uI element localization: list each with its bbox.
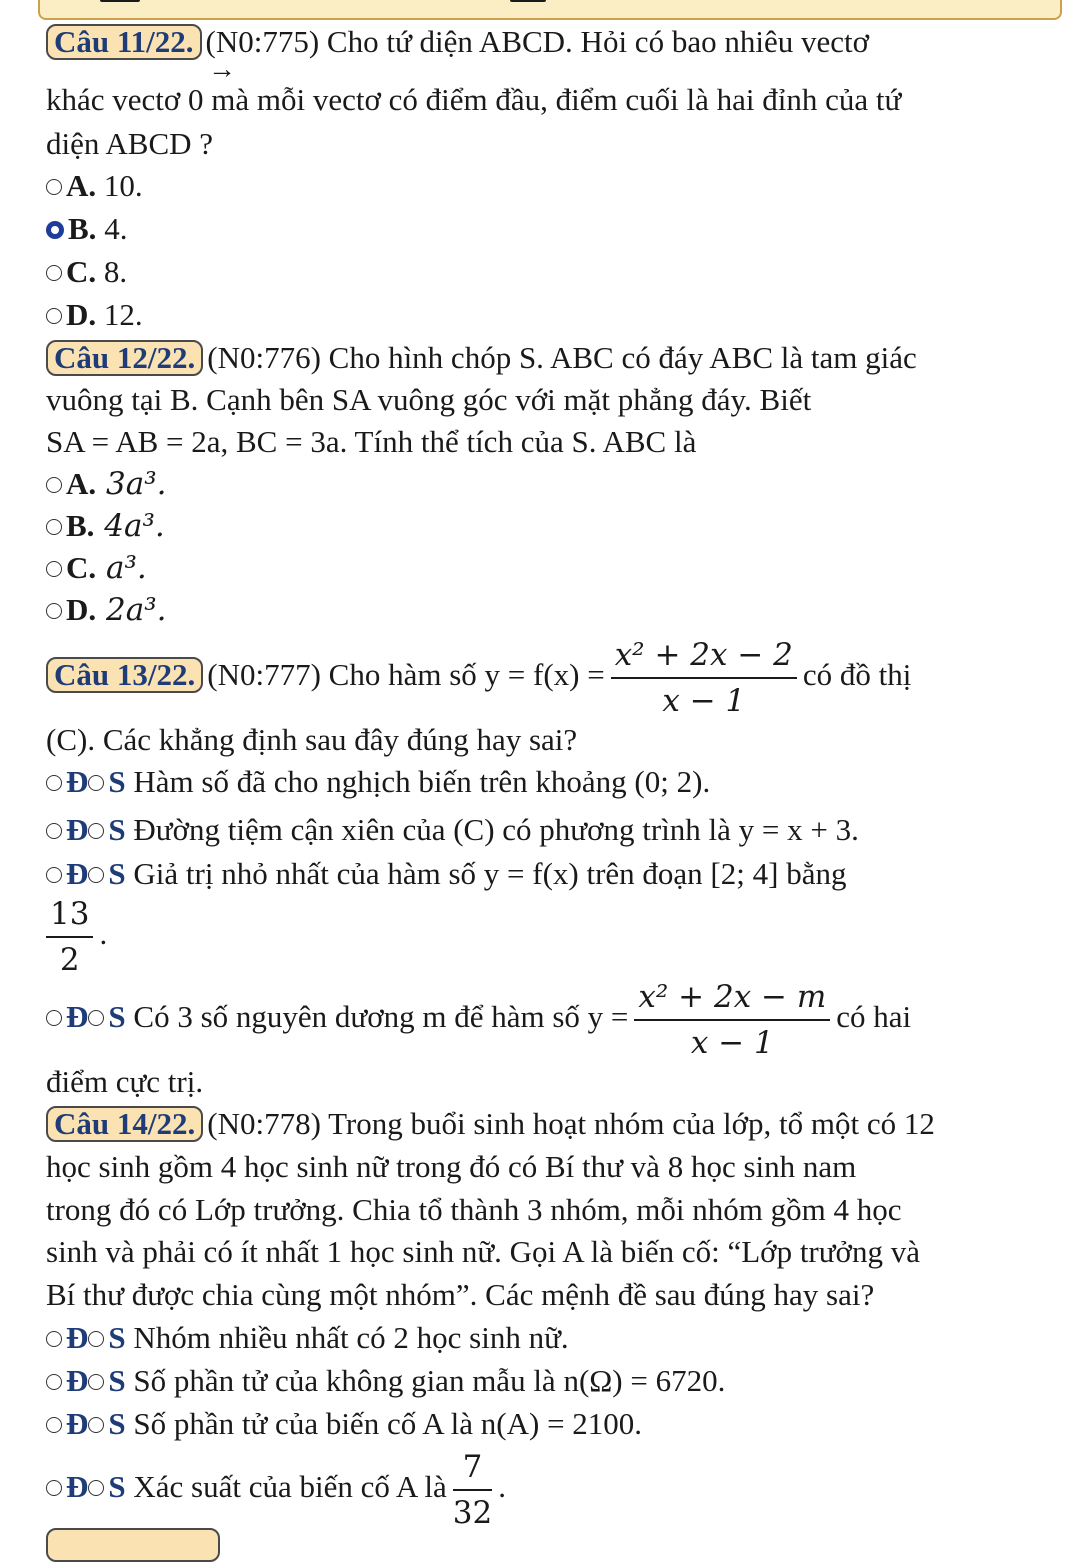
radio-icon[interactable] [46,308,62,324]
fraction: $\frac{7}{32}$ [453,1445,492,1535]
true-radio-icon[interactable] [46,1331,62,1347]
statement-4-line2: điểm cực trị. [46,1064,204,1099]
question-14-line2: học sinh gồm 4 học sinh nữ trong đó có Bí thư và 8 học sinh nam [46,1149,857,1184]
radio-icon[interactable] [46,519,62,535]
radio-icon[interactable] [46,179,62,195]
question-14-line1: Câu 14/22. (N0:778) Trong buổi sinh hoạt nhóm của lớp, tổ một có 12 [46,1104,935,1144]
statement-4: Đ S Xác suất của biến cố A là $\frac{7}{32}$ . [46,1445,506,1529]
statement-4: Đ S Có 3 số nguyên dương m để hàm số y = $\frac{\text{x² + 2x − m}}{x - 1}$ có hai [46,972,911,1062]
question-12-label[interactable]: Câu 12/22. [46,340,203,376]
question-14-line5: Bí thư được chia cùng một nhóm”. Các mệnh đề sau đúng hay sai? [46,1277,875,1312]
true-radio-icon[interactable] [46,775,62,791]
question-12-line1: Câu 12/22. (N0:776) Cho hình chóp S. ABC có đáy ABC là tam giác [46,338,917,378]
radio-icon[interactable] [46,561,62,577]
next-question-label-partial[interactable] [46,1528,220,1562]
true-radio-icon[interactable] [46,867,62,883]
option-b[interactable]: B. 4a³. [46,506,165,546]
option-c[interactable]: C. a³. [46,548,147,588]
question-13-label[interactable]: Câu 13/22. [46,657,203,693]
statement-1: Đ S Hàm số đã cho nghịch biến trên khoảng (0; 2). [46,762,710,802]
question-14-label[interactable]: Câu 14/22. [46,1106,203,1142]
question-11-label[interactable]: Câu 11/22. [46,24,202,60]
option-d[interactable]: D. 2a³. [46,590,166,630]
true-radio-icon[interactable] [46,1374,62,1390]
true-radio-icon[interactable] [46,1417,62,1433]
option-c[interactable]: C. 8. [46,252,127,292]
false-radio-icon[interactable] [88,1480,104,1496]
question-13-line2: (C). Các khẳng định sau đây đúng hay sai? [46,722,578,757]
option-a[interactable]: A. 10. [46,166,143,206]
question-11-line2: khác vectơ 0 mà mỗi vectơ có điểm đầu, điểm cuối là hai đỉnh của tứ [46,82,902,117]
fraction: $\frac{\text{x² + 2x − m}}{x - 1}$ [634,975,830,1065]
question-13-line1: Câu 13/22. (N0:777) Cho hàm số y = f(x) = $\frac{\text{x² + 2x − 2}}{x - 1}$ có đồ thị [46,630,911,720]
false-radio-icon[interactable] [88,1417,104,1433]
statement-2: Đ S Số phần tử của không gian mẫu là n(Ω) = 6720. [46,1361,725,1401]
question-12-line2: vuông tại B. Cạnh bên SA vuông góc với mặt phẳng đáy. Biết [46,382,812,417]
option-a[interactable]: A. 3a³. [46,464,166,504]
fraction: $\frac{\text{x² + 2x − 2}}{x - 1}$ [611,633,797,723]
option-b[interactable]: B. 4. [46,209,127,249]
false-radio-icon[interactable] [88,775,104,791]
question-12-line3: SA = AB = 2a, BC = 3a. Tính thể tích của S. ABC là [46,424,697,459]
question-14-line3: trong đó có Lớp trưởng. Chia tổ thành 3 nhóm, mỗi nhóm gồm 4 học [46,1192,902,1227]
false-radio-icon[interactable] [88,1374,104,1390]
statement-3: Đ S Giả trị nhỏ nhất của hàm số y = f(x) trên đoạn [2; 4] bằng [46,854,846,894]
radio-selected-icon[interactable] [46,221,64,239]
false-radio-icon[interactable] [88,1331,104,1347]
question-11-line1: Câu 11/22. (N0:775) Cho tứ diện ABCD. Hỏi có bao nhiêu vectơ [46,22,869,62]
question-14-line4: sinh và phải có ít nhất 1 học sinh nữ. Gọi A là biến cố: “Lớp trưởng và [46,1234,920,1269]
statement-2: Đ S Đường tiệm cận xiên của (C) có phương trình là y = x + 3. [46,810,859,850]
vector-arrow-icon: → [208,54,236,85]
false-radio-icon[interactable] [88,867,104,883]
true-radio-icon[interactable] [46,1480,62,1496]
statement-3-fraction: $\frac{13}{2}$ . [46,892,107,982]
option-d[interactable]: D. 12. [46,295,143,335]
previous-question-bar [38,0,1062,20]
question-11-line3: diện ABCD ? [46,126,214,161]
false-radio-icon[interactable] [88,823,104,839]
radio-icon[interactable] [46,265,62,281]
true-radio-icon[interactable] [46,1010,62,1026]
radio-icon[interactable] [46,603,62,619]
radio-icon[interactable] [46,477,62,493]
statement-3: Đ S Số phần tử của biến cố A là n(A) = 2100. [46,1404,642,1444]
true-radio-icon[interactable] [46,823,62,839]
statement-1: Đ S Nhóm nhiều nhất có 2 học sinh nữ. [46,1318,569,1358]
false-radio-icon[interactable] [88,1010,104,1026]
